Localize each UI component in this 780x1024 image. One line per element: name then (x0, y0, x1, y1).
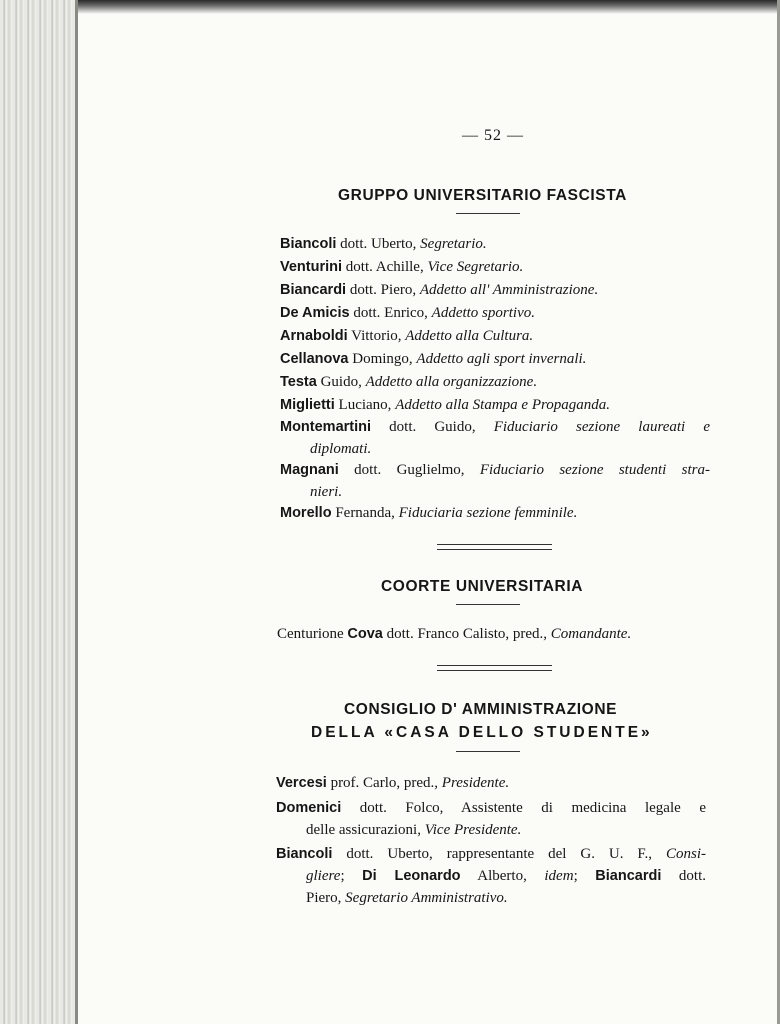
section-title-coorte-universitaria: COORTE UNIVERSITARIA (381, 578, 584, 595)
person-details: dott. Guido, (371, 419, 494, 435)
list-item (280, 371, 710, 393)
person-details: dott. Guglielmo, (338, 462, 480, 478)
person-role: Addetto all' Amministrazione. (419, 282, 599, 298)
person-details: dott. Enrico, (349, 305, 432, 321)
section-divider (437, 665, 552, 671)
person-role: Vice Presidente. (424, 822, 522, 838)
person-name: Vercesi (276, 775, 327, 791)
title-underline (456, 604, 520, 605)
person-role: Fiduciario sezione studenti stra- (479, 462, 710, 478)
person-details: Domingo, (348, 351, 417, 367)
person-role: Addetto agli sport invernali. (416, 351, 587, 367)
list-item (280, 348, 710, 370)
list-item (276, 843, 706, 909)
section-title-gruppo-universitario: GRUPPO UNIVERSITARIO FASCISTA (338, 187, 627, 204)
separator: ; (340, 868, 363, 884)
title-underline (456, 751, 520, 752)
person-role: Comandante. (550, 626, 632, 642)
person-details: dott. Uberto, (336, 236, 421, 252)
person-role-continued: nieri. (310, 484, 343, 500)
person-name: Biancardi (280, 282, 347, 298)
person-role: Segretario Amministrativo. (345, 890, 508, 906)
title-underline (456, 213, 520, 214)
person-role-continued: diplomati. (310, 441, 372, 457)
person-details: Vittorio, (347, 328, 406, 344)
list-item (280, 325, 710, 347)
section-title-consiglio: CONSIGLIO D' AMMINISTRAZIONE (344, 701, 618, 718)
person-name: Biancoli (280, 236, 337, 252)
list-item (276, 797, 706, 841)
person-details: dott. Achille, (342, 259, 428, 275)
person-details: Guido, (316, 374, 366, 390)
person-role: Fiduciario sezione laureati e (493, 419, 710, 435)
list-item (280, 256, 710, 278)
person-role: Vice Segretario. (427, 259, 524, 275)
list-item (276, 772, 706, 794)
list-item (280, 233, 710, 255)
person-name: Arnaboldi (280, 328, 348, 344)
person-name: Cova (347, 626, 383, 642)
list-item (280, 416, 710, 460)
scan-top-edge (0, 0, 780, 14)
person-details: Luciano, (334, 397, 396, 413)
page-number: — 52 — (462, 127, 524, 144)
rank-prefix: Centurione (277, 626, 348, 642)
person-name: Morello (280, 505, 332, 521)
person-name: Miglietti (280, 397, 335, 413)
list-item (277, 623, 707, 645)
list-item (280, 502, 710, 524)
list-item (280, 279, 710, 301)
person-name: Testa (280, 374, 317, 390)
person-name: Di Leonardo (362, 868, 461, 884)
person-role: Addetto alla Stampa e Propaganda. (395, 397, 611, 413)
section-divider (437, 544, 552, 550)
person-details: dott. Uberto, rappresentante del G. U. F., (332, 846, 666, 862)
separator: ; (573, 868, 596, 884)
person-details: dott. Piero, (346, 282, 420, 298)
person-role-continued: gliere (306, 868, 341, 884)
person-role: Addetto alla Cultura. (405, 328, 534, 344)
person-role: Addetto alla organizzazione. (365, 374, 538, 390)
person-details: Fernanda, (331, 505, 399, 521)
person-name: Venturini (280, 259, 343, 275)
person-name: Cellanova (280, 351, 349, 367)
person-name: Magnani (280, 462, 339, 478)
person-name: Domenici (276, 800, 342, 816)
person-role: Addetto sportivo. (431, 305, 535, 321)
list-item (280, 302, 710, 324)
person-details-continued: Piero, (306, 890, 346, 906)
person-details: Alberto, (460, 868, 545, 884)
person-role: Segretario. (420, 236, 487, 252)
list-item (280, 459, 710, 503)
person-details: dott. Folco, Assistente di medicina legale e (341, 800, 706, 816)
page-binding-edge (0, 0, 78, 1024)
section-subtitle-casa-studente: DELLA «CASA DELLO STUDENTE» (311, 724, 653, 741)
person-name: Biancoli (276, 846, 333, 862)
person-name: Montemartini (280, 419, 372, 435)
list-item (280, 394, 710, 416)
person-name: Biancardi (595, 868, 662, 884)
person-role: Consi- (665, 846, 706, 862)
person-details-continued: delle assicurazioni, (306, 822, 425, 838)
person-name: De Amicis (280, 305, 350, 321)
person-role: Presidente. (441, 775, 510, 791)
person-details: dott. Franco Calisto, pred., (382, 626, 551, 642)
person-role: idem (544, 868, 574, 884)
person-details: dott. (661, 868, 707, 884)
person-details: prof. Carlo, pred., (326, 775, 442, 791)
person-role: Fiduciaria sezione femminile. (398, 505, 578, 521)
